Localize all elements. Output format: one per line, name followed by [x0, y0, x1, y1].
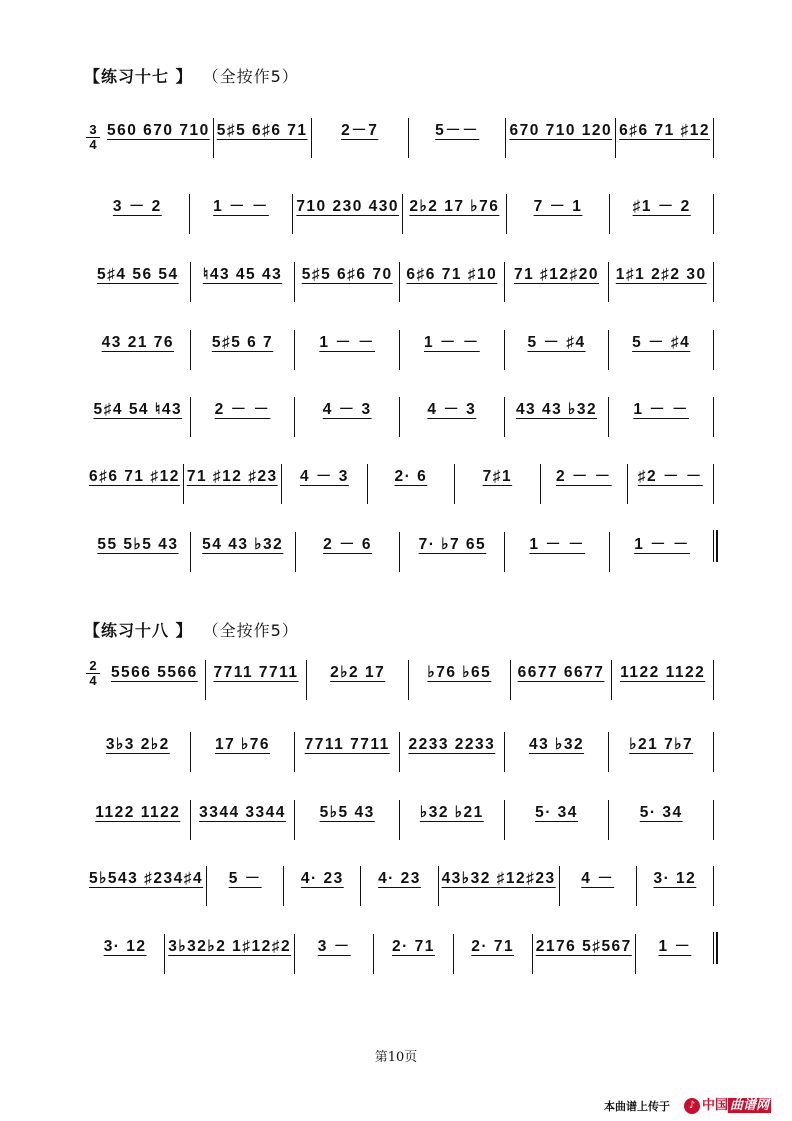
measure-notes: 2♭2 17 ♭76	[409, 198, 500, 215]
measure	[295, 732, 400, 772]
notation-line	[86, 866, 714, 906]
time-signature-numerator: 2	[89, 658, 97, 673]
measure	[541, 464, 627, 504]
measure-notes: 2· 71	[392, 938, 435, 955]
notation-line	[86, 397, 714, 437]
measure-notes: 43 21 76	[101, 334, 174, 351]
notation-line	[86, 934, 714, 974]
measure-notes: 71 ♯12♯20	[514, 266, 600, 283]
measure-notes: 7711 7711	[213, 664, 299, 681]
measure-notes: 17 ♭76	[214, 736, 271, 753]
measure-notes: 4· 23	[378, 870, 421, 887]
measure	[86, 934, 165, 974]
measure-notes: 3 －	[317, 938, 351, 955]
measure-notes: 43♭32 ♯12♯23	[441, 870, 556, 887]
measure-notes: 3 － 2	[112, 198, 162, 215]
measure-notes: 71 ♯12 ♯23	[186, 468, 278, 485]
exercise-18-subtitle: （全按作5）	[210, 621, 299, 640]
measure	[609, 397, 714, 437]
measure-notes: ♯1 － 2	[632, 198, 691, 215]
measure	[636, 934, 714, 974]
measure-notes: 2－7	[341, 122, 379, 139]
measure-notes: 560 670 710	[107, 122, 210, 139]
measure	[295, 262, 400, 302]
measure	[214, 118, 312, 158]
measure-notes: 5♯4 54 ♮43	[93, 401, 183, 418]
measure	[312, 118, 409, 158]
measure-notes: 1 － －	[423, 334, 480, 351]
measure	[361, 866, 438, 906]
measure-notes: 1 － －	[213, 198, 269, 215]
measure	[295, 800, 400, 840]
measure-notes: 43 ♭32	[528, 736, 585, 753]
measure-notes: ♭76 ♭65	[427, 664, 492, 681]
measure	[307, 660, 409, 700]
measure	[104, 118, 214, 158]
exercise-18-time-signature	[86, 660, 100, 687]
measure-notes: 1 － －	[633, 401, 690, 418]
measure	[455, 464, 541, 504]
measure-notes: 4 －	[581, 870, 615, 887]
measure	[628, 464, 714, 504]
measure	[191, 397, 296, 437]
measure	[609, 262, 714, 302]
measure	[191, 732, 296, 772]
measure-notes: 1122 1122	[95, 804, 181, 821]
measure	[191, 330, 296, 370]
measure-notes: 2 － －	[555, 468, 612, 485]
notation-line	[86, 194, 714, 234]
time-signature-denominator: 4	[89, 673, 97, 688]
measure-notes: 7♯1	[482, 468, 513, 485]
measure	[533, 934, 636, 974]
time-signature-numerator: 3	[89, 122, 97, 137]
measure	[439, 866, 560, 906]
notation-line	[86, 262, 714, 302]
measure	[400, 732, 505, 772]
measure-notes: 6♯6 71 ♯10	[406, 266, 498, 283]
measure	[190, 194, 294, 234]
measure-notes: 2233 2233	[408, 736, 496, 753]
notation-line	[86, 464, 714, 504]
measure	[609, 330, 714, 370]
measure-notes: 710 230 430	[296, 198, 400, 215]
measure-notes: ♭32 ♭21	[419, 804, 484, 821]
measure	[400, 532, 505, 572]
measure-notes: 670 710 120	[509, 122, 613, 139]
measure	[295, 397, 400, 437]
measure	[206, 660, 308, 700]
exercise-18-heading	[84, 618, 299, 641]
exercise-17-title: 【练习十七 】	[84, 67, 193, 86]
page-number: 第10页	[374, 1050, 418, 1065]
measure	[505, 330, 610, 370]
measure	[400, 397, 505, 437]
measure-notes: 2 － －	[214, 401, 271, 418]
measure	[616, 118, 714, 158]
measure	[609, 732, 714, 772]
measure-notes: 6677 6677	[517, 664, 605, 681]
measure-notes: 1 － －	[319, 334, 376, 351]
measure-notes: 5566 5566	[110, 664, 198, 681]
measure-notes: 5♯4 56 54	[97, 266, 179, 283]
notation-line	[104, 118, 714, 158]
upload-notice: 本曲谱上传于	[604, 1100, 670, 1113]
measure-notes: 3· 12	[653, 870, 697, 887]
notation-line	[86, 330, 714, 370]
measure-notes: 54 43 ♭32	[202, 536, 284, 553]
measure-notes: 3344 3344	[199, 804, 286, 821]
time-signature-denominator: 4	[89, 137, 97, 152]
exercise-17-time-signature	[86, 124, 100, 151]
measure-notes: 3♭3 2♭2	[105, 736, 170, 753]
site-logo[interactable]	[684, 1094, 771, 1114]
measure-notes: 4· 23	[300, 870, 344, 887]
measure-notes: 5· 34	[535, 804, 578, 821]
measure	[295, 330, 400, 370]
measure	[86, 800, 191, 840]
measure	[409, 660, 511, 700]
site-logo-icon: ♪	[684, 1098, 700, 1114]
measure-notes: 1♯1 2♯2 30	[615, 266, 707, 283]
exercise-17-heading	[84, 64, 299, 87]
measure-notes: 5♯5 6♯6 70	[301, 266, 393, 283]
measure-notes: 5· 34	[639, 804, 683, 821]
notation-line	[86, 732, 714, 772]
measure-notes: 5 －	[228, 870, 262, 887]
measure	[104, 660, 206, 700]
measure-notes: ♯2 － －	[637, 468, 703, 485]
measure	[374, 934, 453, 974]
measure	[165, 934, 295, 974]
measure	[505, 800, 610, 840]
measure	[610, 532, 714, 572]
measure-notes: 3· 12	[103, 938, 147, 955]
measure	[191, 800, 296, 840]
measure	[191, 532, 296, 572]
measure	[506, 118, 616, 158]
measure-notes: 5 － ♯4	[527, 334, 586, 351]
measure-notes: 2 － 6	[323, 536, 372, 553]
measure	[293, 194, 403, 234]
exercise-17-subtitle: （全按作5）	[210, 67, 299, 86]
measure-notes: 2· 6	[394, 468, 428, 485]
measure-notes: 5♭543 ♯234♯4	[89, 870, 204, 887]
measure	[368, 464, 454, 504]
notation-line	[86, 532, 714, 572]
measure-notes: 5♯5 6 7	[211, 334, 274, 351]
measure-notes: 4 － 3	[322, 401, 372, 418]
measure	[86, 532, 191, 572]
notation-line	[104, 660, 714, 700]
measure	[409, 118, 506, 158]
measure	[403, 194, 507, 234]
measure-notes: 1 － －	[529, 536, 586, 553]
measure-notes: 6♯6 71 ♯12	[619, 122, 710, 139]
measure	[86, 330, 191, 370]
measure	[454, 934, 533, 974]
notation-line	[86, 800, 714, 840]
exercise-18-title: 【练习十八 】	[84, 621, 193, 640]
measure-notes: 4 － 3	[427, 401, 477, 418]
measure-notes: 7 － 1	[533, 198, 583, 215]
measure-notes: 1122 1122	[620, 664, 706, 681]
measure-notes: 6♯6 71 ♯12	[89, 468, 180, 485]
measure	[86, 397, 191, 437]
measure	[207, 866, 284, 906]
measure-notes: 3♭32♭2 1♯12♯2	[168, 938, 292, 955]
measure	[637, 866, 714, 906]
site-name-part-a: 中国	[702, 1098, 729, 1113]
measure-notes: 1 － －	[634, 536, 690, 553]
measure-notes: 7711 7711	[304, 736, 390, 753]
measure	[86, 194, 190, 234]
measure	[400, 800, 505, 840]
measure	[86, 262, 191, 302]
measure-notes: 55 5♭5 43	[97, 536, 179, 553]
measure-notes: ♭21 7♭7	[629, 736, 694, 753]
measure	[609, 800, 714, 840]
measure	[295, 934, 374, 974]
measure	[400, 262, 505, 302]
measure	[191, 262, 296, 302]
measure-notes: 5♭5 43	[319, 804, 375, 821]
measure-notes: 5♯5 6♯6 71	[216, 122, 308, 139]
measure-notes: 7· ♭7 65	[418, 536, 487, 553]
measure-notes: 5 － ♯4	[632, 334, 691, 351]
measure	[505, 732, 610, 772]
measure	[507, 194, 611, 234]
measure	[560, 866, 637, 906]
measure	[284, 866, 361, 906]
measure	[282, 464, 368, 504]
measure	[296, 532, 401, 572]
measure-notes: 4 － 3	[299, 468, 349, 485]
measure-notes: ♮43 45 43	[202, 266, 283, 283]
measure	[505, 397, 610, 437]
measure	[612, 660, 714, 700]
measure-notes: 2♭2 17	[330, 664, 386, 681]
measure	[86, 464, 184, 504]
measure-notes: 2· 71	[471, 938, 515, 955]
measure	[184, 464, 282, 504]
measure-notes: 2176 5♯567	[535, 938, 632, 955]
measure	[400, 330, 505, 370]
measure-notes: 43 43 ♭32	[515, 401, 598, 418]
measure-notes: 5－－	[435, 122, 480, 139]
measure	[610, 194, 714, 234]
measure	[505, 532, 610, 572]
measure	[505, 262, 610, 302]
measure-notes: 1 －	[658, 938, 692, 955]
measure	[86, 866, 207, 906]
site-name-part-b: 曲谱网	[730, 1098, 770, 1113]
measure	[86, 732, 191, 772]
measure	[511, 660, 613, 700]
